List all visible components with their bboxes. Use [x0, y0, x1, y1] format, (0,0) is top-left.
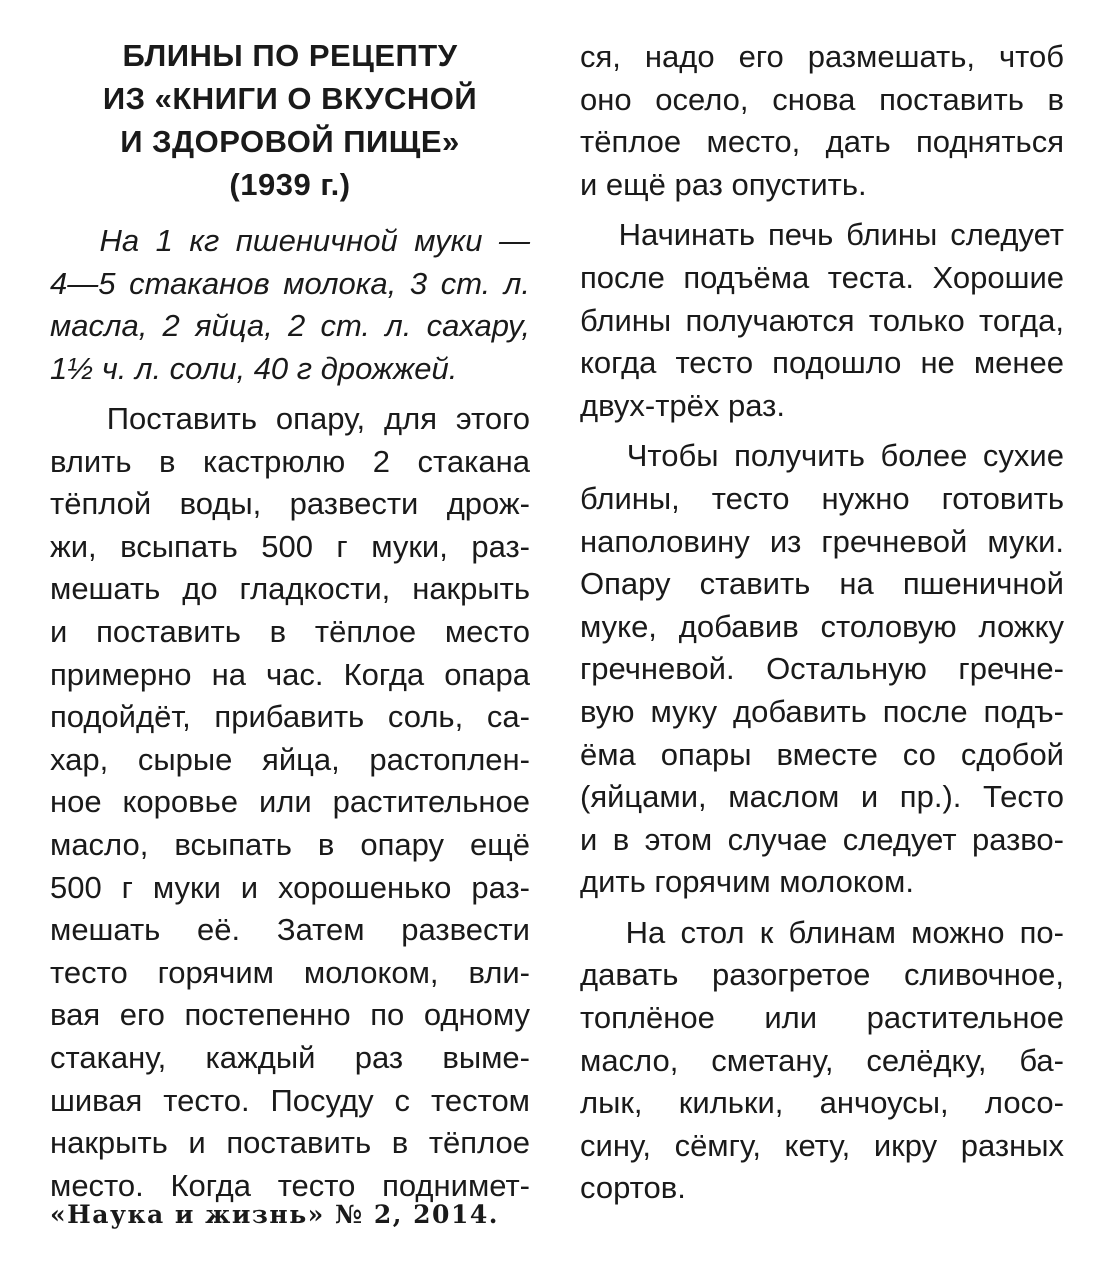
text-line: шивая тесто. Посуду с тестом — [50, 1082, 530, 1118]
text-line: и ещё раз опустить. — [580, 166, 867, 202]
text-line: муке, добавив столовую ложку — [580, 608, 1064, 644]
text-line: блины, тесто нужно готовить — [580, 480, 1064, 516]
text-line: примерно на час. Когда опара — [50, 656, 530, 692]
text-line: когда тесто подошло не менее — [580, 345, 1064, 381]
serving-paragraph — [580, 912, 1064, 1210]
title-year: (1939 г.) — [229, 167, 351, 202]
recipe-title — [50, 0, 530, 206]
buckwheat-paragraph — [580, 435, 1064, 904]
text-line: Начинать печь блины следует — [580, 217, 1064, 253]
text-line: наполовину из гречневой муки. — [580, 523, 1064, 559]
text-line: давать разогретое сливочное, — [580, 957, 1064, 993]
text-line: Опару ставить на пшеничной — [580, 566, 1064, 602]
text-line: ное коровье или растительное — [50, 784, 530, 820]
text-line: оно осело, снова поставить в — [580, 81, 1064, 117]
text-line: жи, всыпать 500 г муки, раз- — [50, 528, 530, 564]
right-column — [580, 0, 1064, 1210]
method-paragraph-continued — [580, 0, 1064, 206]
text-line: после подъёма теста. Хорошие — [580, 259, 1064, 295]
left-column — [50, 0, 530, 1207]
text-line: 4—5 стаканов молока, 3 ст. л. — [50, 265, 530, 301]
text-line: вую муку добавить после подъ- — [580, 693, 1064, 729]
text-line: стакану, каждый раз выме- — [50, 1039, 530, 1075]
text-line: 1½ ч. л. соли, 40 г дрожжей. — [50, 350, 458, 386]
text-line: 500 г муки и хорошенько раз- — [50, 869, 530, 905]
method-paragraph — [50, 398, 530, 1207]
text-line: тёплой воды, развести дрож- — [50, 486, 530, 522]
text-line: ся, надо его размешать, чтоб — [580, 39, 1064, 74]
title-line: ИЗ «КНИГИ О ВКУСНОЙ — [102, 81, 478, 116]
text-line: ёма опары вместе со сдобой — [580, 736, 1064, 772]
text-line: тесто горячим молоком, вли- — [50, 954, 530, 990]
text-line: тёплое место, дать подняться — [580, 124, 1064, 160]
text-line: двух-трёх раз. — [580, 387, 785, 423]
source-citation: «Наука и жизнь» № 2, 2014. — [50, 1200, 499, 1229]
baking-paragraph — [580, 214, 1064, 427]
text-line: и в этом случае следует разво- — [580, 821, 1064, 857]
text-line: (яйцами, маслом и пр.). Тесто — [580, 779, 1064, 815]
text-line: накрыть и поставить в тёплое — [50, 1125, 530, 1161]
text-line: мешать до гладкости, накрыть — [50, 571, 530, 607]
title-line: И ЗДОРОВОЙ ПИЩЕ» — [120, 124, 460, 159]
text-line: лык, кильки, анчоусы, лосо- — [580, 1085, 1064, 1121]
text-line: мешать её. Затем развести — [50, 912, 530, 948]
text-line: Поставить опару, для этого — [50, 401, 530, 436]
text-line: и поставить в тёплое место — [50, 613, 530, 649]
text-line: сортов. — [580, 1170, 686, 1206]
ingredients-paragraph — [50, 220, 530, 390]
text-line: На стол к блинам можно по- — [580, 914, 1064, 950]
text-line: подойдёт, прибавить соль, са- — [50, 699, 530, 735]
text-line: масло, всыпать в опару ещё — [50, 826, 530, 862]
text-line: вая его постепенно по одному — [50, 997, 530, 1033]
text-line: хар, сырые яйца, растоплен- — [50, 741, 530, 777]
title-line: БЛИНЫ ПО РЕЦЕПТУ — [122, 38, 458, 73]
text-line: место. Когда тесто поднимет- — [50, 1167, 530, 1203]
text-line: Чтобы получить более сухие — [580, 438, 1064, 474]
text-line: блины получаются только тогда, — [580, 302, 1064, 338]
text-line: дить горячим молоком. — [580, 864, 914, 900]
text-line: топлёное или растительное — [580, 1000, 1064, 1036]
text-line: масло, сметану, селёдку, ба- — [580, 1042, 1064, 1078]
text-line: влить в кастрюлю 2 стакана — [50, 443, 530, 479]
text-line: масла, 2 яйца, 2 ст. л. сахару, — [50, 308, 530, 343]
text-line: сину, сёмгу, кету, икру разных — [580, 1127, 1064, 1163]
text-line: гречневой. Остальную гречне- — [580, 651, 1064, 687]
text-line: На 1 кг пшеничной муки — — [50, 223, 530, 258]
